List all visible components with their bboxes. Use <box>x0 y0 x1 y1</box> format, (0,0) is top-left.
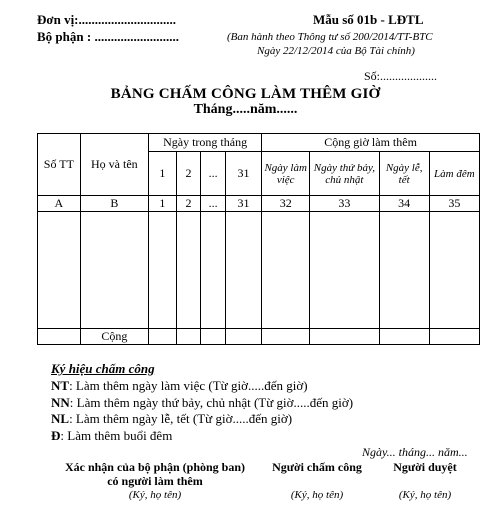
entry-cell[interactable] <box>429 212 479 329</box>
legend-code: NT <box>51 378 70 393</box>
entry-cell[interactable] <box>262 212 310 329</box>
day-col-2: 2 <box>176 152 201 196</box>
total-cell <box>429 329 479 345</box>
legend-text: : Làm thêm buổi đêm <box>60 428 173 443</box>
index-cell: 35 <box>429 196 479 212</box>
form-number: Mẫu số 01b - LĐTL <box>313 12 424 27</box>
timekeeper-label: Người chấm công <box>272 460 362 474</box>
day-col-1: 1 <box>149 152 177 196</box>
total-cell <box>262 329 310 345</box>
index-cell: B <box>80 196 148 212</box>
entry-cell[interactable] <box>201 212 226 329</box>
document-number: Số:................... <box>364 69 438 83</box>
page-title: BẢNG CHẤM CÔNG LÀM THÊM GIỜ <box>110 86 381 102</box>
dept-confirm-label-line2: có người làm thêm <box>107 474 203 488</box>
index-cell: 33 <box>310 196 379 212</box>
entry-cell[interactable] <box>379 212 429 329</box>
issued-note-line1: (Ban hành theo Thông tư số 200/2014/TT-BTC <box>227 31 433 43</box>
total-cell <box>38 329 81 345</box>
col-header-name: Họ và tên <box>80 134 148 196</box>
legend-item <box>51 378 308 394</box>
total-cell <box>225 329 261 345</box>
day-col-ellipsis: ... <box>201 152 226 196</box>
dept-confirm-label: Xác nhận của bộ phận (phòng ban) <box>64 460 246 474</box>
group-header-hours: Cộng giờ làm thêm <box>262 134 480 152</box>
legend-code: Đ <box>51 428 61 443</box>
hour-col-weekend: Ngày thứ bảy, chủ nhật <box>310 152 379 196</box>
sign-note: (Ký, họ tên) <box>290 489 344 501</box>
legend-text: : Làm thêm ngày làm việc (Từ giờ.....đến giờ) <box>69 378 308 393</box>
total-cell <box>149 329 177 345</box>
group-header-days: Ngày trong tháng <box>149 134 262 152</box>
entry-cell[interactable] <box>80 212 148 329</box>
hour-col-night: Làm đêm <box>429 152 479 196</box>
legend-item <box>51 411 292 427</box>
legend-code: NL <box>51 411 70 426</box>
issued-note-line2: Ngày 22/12/2014 của Bộ Tài chính) <box>257 45 415 57</box>
legend-code: NN <box>51 395 70 410</box>
entry-cell[interactable] <box>310 212 379 329</box>
total-label: Cộng <box>80 329 148 345</box>
approver-label: Người duyệt <box>393 460 457 474</box>
legend-item <box>51 395 353 411</box>
overtime-table <box>37 133 480 345</box>
hour-col-workday: Ngày làm việc <box>262 152 310 196</box>
index-cell: 1 <box>149 196 177 212</box>
entry-area <box>38 212 480 329</box>
date-line: Ngày... tháng... năm... <box>362 445 468 459</box>
entry-cell[interactable] <box>225 212 261 329</box>
entry-cell[interactable] <box>38 212 81 329</box>
entry-cell[interactable] <box>149 212 177 329</box>
legend-text: : Làm thêm ngày lễ, tết (Từ giờ.....đến giờ) <box>69 411 293 426</box>
col-header-stt: Số TT <box>38 134 81 196</box>
hour-col-holiday: Ngày lễ, tết <box>379 152 429 196</box>
index-cell: ... <box>201 196 226 212</box>
legend-item <box>51 428 172 444</box>
index-cell: 32 <box>262 196 310 212</box>
total-cell <box>310 329 379 345</box>
legend-title: Ký hiệu chấm công <box>51 361 155 376</box>
total-cell <box>176 329 201 345</box>
total-cell <box>201 329 226 345</box>
day-col-31: 31 <box>225 152 261 196</box>
total-cell <box>379 329 429 345</box>
index-cell: 2 <box>176 196 201 212</box>
month-line: Tháng.....năm...... <box>193 102 298 117</box>
index-cell: 34 <box>379 196 429 212</box>
index-row <box>38 196 480 212</box>
legend-text: : Làm thêm ngày thứ bảy, chủ nhật (Từ giờ.....đến giờ) <box>69 395 354 410</box>
sign-note: (Ký, họ tên) <box>398 489 452 501</box>
department-label: Bộ phận : .......................... <box>37 29 179 44</box>
unit-label: Đơn vị:.............................. <box>37 12 177 27</box>
entry-cell[interactable] <box>176 212 201 329</box>
index-cell: A <box>38 196 81 212</box>
index-cell: 31 <box>225 196 261 212</box>
sign-note: (Ký, họ tên) <box>128 489 182 501</box>
total-row <box>38 329 480 345</box>
